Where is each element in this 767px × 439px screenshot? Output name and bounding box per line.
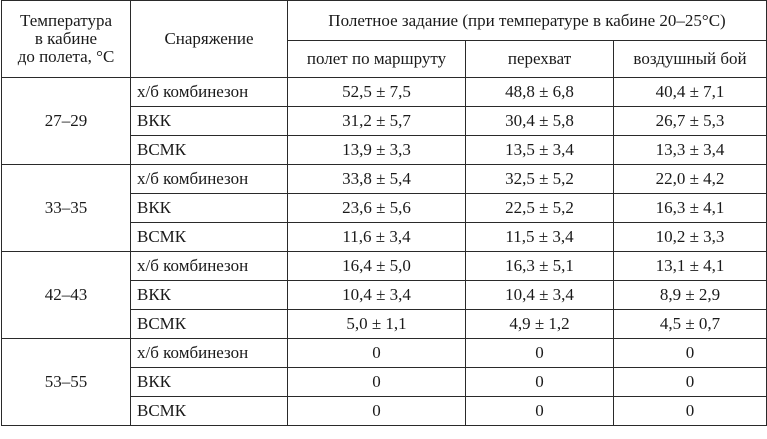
value-cell: 10,2 ± 3,3 <box>614 223 767 252</box>
value-cell: 4,9 ± 1,2 <box>466 310 614 339</box>
equipment-cell: х/б комбинезон <box>131 165 288 194</box>
value-cell: 23,6 ± 5,6 <box>288 194 466 223</box>
value-cell: 22,5 ± 5,2 <box>466 194 614 223</box>
value-cell: 52,5 ± 7,5 <box>288 78 466 107</box>
value-cell: 10,4 ± 3,4 <box>466 281 614 310</box>
temperature-cell: 53–55 <box>2 339 131 426</box>
header-task-route-flight: полет по маршруту <box>288 41 466 78</box>
equipment-cell: х/б комбинезон <box>131 252 288 281</box>
header-temperature <box>2 1 131 78</box>
value-cell: 13,1 ± 4,1 <box>614 252 767 281</box>
value-cell: 10,4 ± 3,4 <box>288 281 466 310</box>
equipment-cell: ВСМК <box>131 223 288 252</box>
table-row <box>2 165 767 194</box>
equipment-cell: ВСМК <box>131 136 288 165</box>
value-cell: 11,5 ± 3,4 <box>466 223 614 252</box>
value-cell: 16,3 ± 4,1 <box>614 194 767 223</box>
value-cell: 40,4 ± 7,1 <box>614 78 767 107</box>
value-cell: 33,8 ± 5,4 <box>288 165 466 194</box>
value-cell: 0 <box>466 397 614 426</box>
value-cell: 0 <box>466 339 614 368</box>
header-temperature-line-3: до полета, °С <box>17 47 115 66</box>
header-equipment: Снаряжение <box>131 1 288 78</box>
equipment-cell: ВКК <box>131 368 288 397</box>
header-temperature-line-2: в кабине <box>34 29 98 48</box>
equipment-cell: ВСМК <box>131 310 288 339</box>
table-row <box>2 78 767 107</box>
value-cell: 16,3 ± 5,1 <box>466 252 614 281</box>
value-cell: 48,8 ± 6,8 <box>466 78 614 107</box>
header-flight-task: Полетное задание (при температуре в кабине 20–25°С) <box>288 1 767 41</box>
equipment-cell: ВСМК <box>131 397 288 426</box>
value-cell: 0 <box>288 368 466 397</box>
value-cell: 8,9 ± 2,9 <box>614 281 767 310</box>
value-cell: 30,4 ± 5,8 <box>466 107 614 136</box>
value-cell: 11,6 ± 3,4 <box>288 223 466 252</box>
temperature-cell: 27–29 <box>2 78 131 165</box>
header-temperature-line-1: Температура <box>19 11 113 30</box>
value-cell: 13,5 ± 3,4 <box>466 136 614 165</box>
value-cell: 13,3 ± 3,4 <box>614 136 767 165</box>
value-cell: 13,9 ± 3,3 <box>288 136 466 165</box>
value-cell: 32,5 ± 5,2 <box>466 165 614 194</box>
header-task-air-combat: воздушный бой <box>614 41 767 78</box>
value-cell: 26,7 ± 5,3 <box>614 107 767 136</box>
equipment-cell: ВКК <box>131 194 288 223</box>
equipment-cell: х/б комбинезон <box>131 78 288 107</box>
value-cell: 0 <box>288 397 466 426</box>
equipment-cell: х/б комбинезон <box>131 339 288 368</box>
equipment-cell: ВКК <box>131 107 288 136</box>
temperature-cell: 33–35 <box>2 165 131 252</box>
value-cell: 0 <box>614 368 767 397</box>
value-cell: 0 <box>614 339 767 368</box>
value-cell: 0 <box>288 339 466 368</box>
value-cell: 0 <box>466 368 614 397</box>
value-cell: 0 <box>614 397 767 426</box>
value-cell: 31,2 ± 5,7 <box>288 107 466 136</box>
temperature-cell: 42–43 <box>2 252 131 339</box>
header-task-interception: перехват <box>466 41 614 78</box>
table-row <box>2 339 767 368</box>
value-cell: 5,0 ± 1,1 <box>288 310 466 339</box>
value-cell: 4,5 ± 0,7 <box>614 310 767 339</box>
table-row <box>2 252 767 281</box>
value-cell: 22,0 ± 4,2 <box>614 165 767 194</box>
equipment-cell: ВКК <box>131 281 288 310</box>
value-cell: 16,4 ± 5,0 <box>288 252 466 281</box>
data-table <box>1 0 767 426</box>
